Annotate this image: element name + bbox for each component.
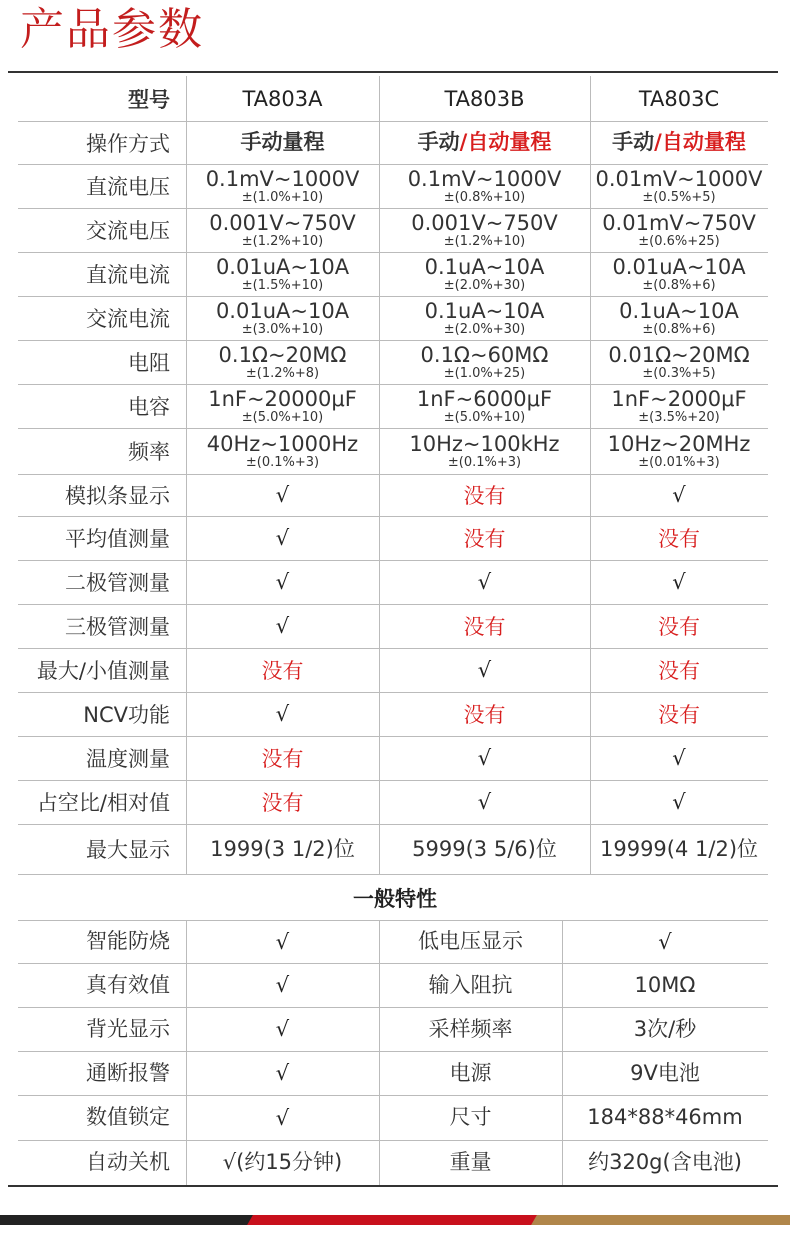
range-value: 10Hz~100kHz (409, 431, 560, 456)
max-display-label: 最大显示 (86, 838, 170, 862)
accuracy-value: ±(0.01%+3) (638, 454, 720, 470)
range-value: 0.1mV~1000V (407, 166, 562, 191)
range-value: 1nF~20000μF (208, 386, 357, 411)
general-value-text: √ (275, 1061, 290, 1085)
value-cell (186, 604, 379, 648)
general-value-text: √(约15分钟) (222, 1150, 343, 1174)
general-label (18, 920, 186, 963)
not-available-text: 没有 (463, 703, 506, 727)
general-value (562, 1095, 768, 1140)
check-mark: √ (672, 746, 686, 770)
general-value-text: √ (275, 929, 290, 954)
value-cell (379, 780, 590, 824)
value-cell (590, 252, 768, 296)
value-cell (590, 736, 768, 780)
value-cell (590, 474, 768, 516)
general-label-text: 数值锁定 (86, 1105, 170, 1129)
value-cell (379, 121, 590, 164)
row-label: 频率 (128, 440, 170, 464)
accuracy-value: ±(0.5%+5) (642, 189, 716, 205)
accuracy-value: ±(0.1%+3) (245, 454, 320, 470)
row-label: NCV功能 (83, 703, 170, 727)
accuracy-value: ±(2.0%+30) (443, 321, 526, 337)
range-value: 0.01mV~750V (602, 210, 756, 235)
general-label (18, 1140, 186, 1185)
check-mark: √ (477, 570, 492, 594)
operation-b (418, 131, 552, 154)
model-header-label: 型号 (128, 87, 170, 112)
range-value: 40Hz~1000Hz (206, 431, 359, 456)
value-cell (379, 296, 590, 340)
value-cell (186, 516, 379, 560)
general-value-text: 3次/秒 (633, 1016, 697, 1041)
range-value: 0.1uA~10A (424, 298, 545, 323)
general-value (186, 1095, 379, 1140)
value-cell (186, 208, 379, 252)
row-label: 交流电压 (86, 219, 170, 243)
footer-bar-dark (0, 1215, 256, 1225)
model-name-text: TA803C (638, 86, 720, 111)
general-value (562, 920, 768, 963)
value-cell (379, 736, 590, 780)
accuracy-value: ±(0.3%+5) (642, 365, 716, 381)
value-cell (379, 604, 590, 648)
value-cell (186, 252, 379, 296)
value-cell (379, 252, 590, 296)
row-label: 占空比/相对值 (36, 791, 170, 815)
general-label (379, 920, 562, 963)
value-cell (379, 824, 590, 874)
value-cell (186, 164, 379, 208)
value-cell (186, 384, 379, 428)
operation-a: 手动量程 (240, 130, 325, 154)
check-mark: √ (672, 790, 686, 814)
general-label-text: 智能防烧 (86, 929, 170, 953)
check-mark: √ (477, 658, 492, 682)
general-label-text: 通断报警 (86, 1060, 170, 1085)
value-cell (379, 474, 590, 516)
row-label: 电阻 (128, 351, 170, 375)
row-label: 交流电流 (86, 307, 170, 331)
accuracy-value: ±(0.8%+6) (642, 277, 716, 293)
range-value: 0.01mV~1000V (595, 166, 763, 191)
not-available-text: 没有 (261, 659, 304, 683)
value-cell (590, 296, 768, 340)
row-label: 模拟条显示 (65, 484, 170, 508)
general-label (18, 1007, 186, 1051)
operation-auto: 自动量程 (661, 130, 746, 154)
general-label-text: 自动关机 (86, 1150, 170, 1174)
row-label: 平均值测量 (65, 527, 170, 551)
max-display-value: 19999(4 1/2)位 (599, 836, 759, 861)
check-mark: √ (477, 790, 492, 814)
not-available-text: 没有 (463, 484, 506, 508)
value-cell (379, 340, 590, 384)
row-label: 最大/小值测量 (36, 659, 170, 683)
not-available-text: 没有 (261, 791, 304, 815)
value-cell (590, 121, 768, 164)
model-name-text: TA803B (444, 86, 525, 111)
not-available-text: 没有 (658, 615, 700, 639)
model-name-text: TA803A (242, 86, 323, 111)
operation-label: 操作方式 (86, 131, 170, 156)
not-available-text: 没有 (658, 527, 700, 551)
accuracy-value: ±(2.0%+30) (443, 277, 526, 293)
accuracy-value: ±(0.8%+6) (642, 321, 716, 337)
value-cell (186, 474, 379, 516)
general-label-text: 输入阻抗 (428, 972, 513, 997)
model-name (379, 76, 590, 121)
row-label: 温度测量 (86, 747, 170, 771)
range-value: 0.1uA~10A (424, 254, 545, 279)
value-cell (590, 648, 768, 692)
check-mark: √ (275, 614, 290, 638)
operation-c (612, 131, 746, 154)
accuracy-value: ±(1.0%+10) (241, 189, 324, 205)
operation-manual: 手动 (417, 130, 460, 154)
accuracy-value: ±(5.0%+10) (443, 409, 526, 425)
max-display-value: 5999(3 5/6)位 (412, 836, 557, 861)
value-cell (590, 824, 768, 874)
operation-sep: / (654, 130, 662, 154)
footer-bar-red (247, 1215, 543, 1225)
general-value-text: √ (275, 1105, 290, 1130)
general-label-text: 采样频率 (428, 1016, 513, 1041)
accuracy-value: ±(1.2%+8) (245, 365, 320, 381)
row-label: 直流电流 (86, 263, 170, 287)
value-cell (379, 384, 590, 428)
general-value-text: 9V电池 (630, 1060, 700, 1085)
general-label-text: 背光显示 (86, 1016, 170, 1041)
accuracy-value: ±(0.8%+10) (443, 189, 526, 205)
not-available-text: 没有 (463, 527, 506, 551)
general-label (18, 1095, 186, 1140)
range-value: 0.01Ω~20MΩ (608, 342, 750, 367)
accuracy-value: ±(1.2%+10) (443, 233, 526, 249)
value-cell (186, 736, 379, 780)
range-value: 0.1Ω~20MΩ (218, 342, 347, 367)
accuracy-value: ±(1.5%+10) (241, 277, 324, 293)
accuracy-value: ±(5.0%+10) (241, 409, 324, 425)
value-cell (379, 648, 590, 692)
range-value: 0.1Ω~60MΩ (420, 342, 549, 367)
value-cell (379, 428, 590, 474)
operation-auto: 自动量程 (467, 130, 552, 154)
general-value-text: 约320g(含电池) (588, 1150, 742, 1174)
general-label-text: 尺寸 (449, 1105, 492, 1129)
value-cell (186, 648, 379, 692)
accuracy-value: ±(3.0%+10) (241, 321, 324, 337)
general-label-text: 低电压显示 (418, 929, 523, 953)
value-cell (590, 208, 768, 252)
check-mark: √ (672, 570, 686, 594)
general-value (562, 1140, 768, 1185)
model-name (186, 76, 379, 121)
general-value-text: √ (275, 973, 290, 997)
row-label: 三极管测量 (65, 615, 170, 639)
value-cell (590, 692, 768, 736)
range-value: 1nF~6000μF (416, 386, 553, 411)
range-value: 0.01uA~10A (612, 254, 746, 279)
accuracy-value: ±(1.0%+25) (443, 365, 526, 381)
range-value: 0.1mV~1000V (205, 166, 360, 191)
range-value: 0.01uA~10A (215, 298, 350, 323)
check-mark: √ (275, 526, 290, 550)
row-label: 二极管测量 (65, 571, 170, 595)
value-cell (590, 780, 768, 824)
value-cell (379, 560, 590, 604)
general-value (562, 1051, 768, 1095)
value-cell (590, 428, 768, 474)
general-value-text: √ (275, 1017, 290, 1041)
accuracy-value: ±(0.6%+25) (638, 233, 720, 249)
general-value (186, 920, 379, 963)
value-cell (186, 780, 379, 824)
range-value: 1nF~2000μF (611, 386, 747, 411)
accuracy-value: ±(0.1%+3) (447, 454, 522, 470)
general-label-text: 重量 (449, 1150, 492, 1174)
value-cell (186, 692, 379, 736)
range-value: 0.01uA~10A (215, 254, 350, 279)
bottom-rule (8, 1185, 778, 1187)
value-cell (590, 164, 768, 208)
accuracy-value: ±(3.5%+20) (638, 409, 720, 425)
check-mark: √ (275, 483, 290, 507)
value-cell (379, 208, 590, 252)
not-available-text: 没有 (658, 703, 700, 727)
max-display-value: 1999(3 1/2)位 (210, 836, 355, 861)
page-title: 产品参数 (20, 4, 204, 55)
not-available-text: 没有 (463, 615, 506, 639)
value-cell (590, 340, 768, 384)
check-mark: √ (672, 483, 686, 507)
general-value (186, 963, 379, 1007)
value-cell (590, 384, 768, 428)
value-cell (186, 428, 379, 474)
general-value (562, 1007, 768, 1051)
not-available-text: 没有 (261, 747, 304, 771)
general-label (379, 963, 562, 1007)
value-cell (590, 604, 768, 648)
value-cell (186, 560, 379, 604)
range-value: 0.001V~750V (209, 210, 356, 235)
accuracy-value: ±(1.2%+10) (241, 233, 324, 249)
range-value: 0.001V~750V (411, 210, 558, 235)
general-label (379, 1007, 562, 1051)
not-available-text: 没有 (658, 659, 700, 683)
general-value-text: √ (658, 929, 672, 954)
general-section-title: 一般特性 (353, 887, 437, 911)
value-cell (379, 164, 590, 208)
operation-manual: 手动 (612, 130, 655, 154)
range-value: 10Hz~20MHz (607, 431, 751, 456)
general-value (186, 1007, 379, 1051)
value-cell (186, 824, 379, 874)
check-mark: √ (477, 746, 492, 770)
footer-bar-gold (531, 1215, 790, 1225)
general-value-text: 184*88*46mm (587, 1105, 743, 1129)
general-value (562, 963, 768, 1007)
general-label (18, 963, 186, 1007)
general-value (186, 1140, 379, 1185)
value-cell (379, 692, 590, 736)
row-label: 电容 (128, 395, 170, 419)
general-value-text: 10MΩ (634, 972, 696, 997)
value-cell (379, 516, 590, 560)
value-cell (186, 121, 379, 164)
general-label (379, 1051, 562, 1095)
check-mark: √ (275, 702, 290, 726)
general-label-text: 真有效值 (86, 972, 170, 997)
general-value (186, 1051, 379, 1095)
value-cell (590, 516, 768, 560)
row-label: 直流电压 (86, 175, 170, 199)
general-label-text: 电源 (449, 1060, 492, 1085)
value-cell (186, 340, 379, 384)
check-mark: √ (275, 570, 290, 594)
operation-sep: / (459, 130, 468, 154)
top-rule (8, 71, 778, 73)
general-label (379, 1095, 562, 1140)
value-cell (186, 296, 379, 340)
general-label (379, 1140, 562, 1185)
value-cell (590, 560, 768, 604)
row-divider (18, 874, 768, 875)
model-name (590, 76, 768, 121)
general-label (18, 1051, 186, 1095)
range-value: 0.1uA~10A (619, 298, 739, 323)
